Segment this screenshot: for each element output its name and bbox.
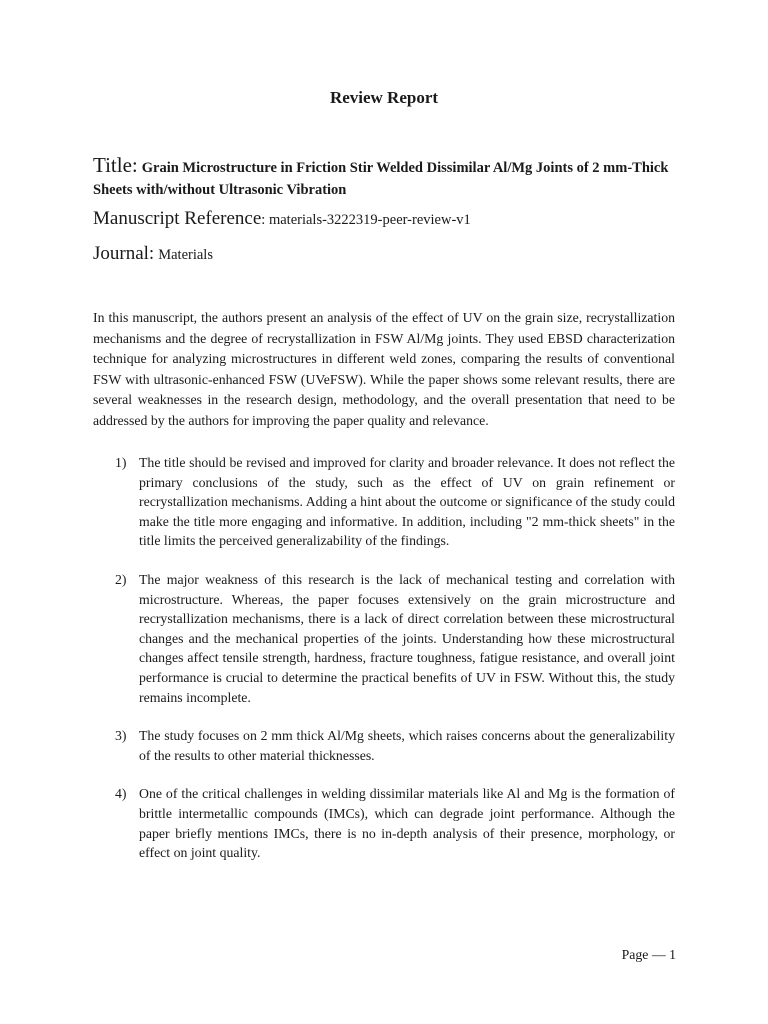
point-number: 4) <box>115 786 127 802</box>
review-point <box>93 453 675 551</box>
manuscript-separator: : <box>261 212 269 228</box>
journal-value: Materials <box>158 247 213 263</box>
manuscript-line <box>93 208 683 230</box>
title-line <box>93 154 683 201</box>
point-text: One of the critical challenges in welding dissimilar materials like Al and Mg is the formation of brittle intermetallic compounds (IMCs), which can degrade joint performance. Although the paper briefly mentions IMCs, there is no in-depth analysis of their presence, morphology, or effect on joint quality. <box>139 786 675 861</box>
review-point <box>93 784 675 862</box>
page-footer: Page — 1 <box>621 947 676 962</box>
review-points-list <box>93 453 675 882</box>
point-number: 3) <box>115 728 127 744</box>
point-text: The title should be revised and improved for clarity and broader relevance. It does not reflect the primary conclusions of the study, such as the effect of UV on grain refinement or recrystallization mechanisms. Adding a hint about the outcome or significance of the study could make the title more engaging and informative. In addition, including "2 mm-thick sheets" in the title limits the perceived generalizability of the findings. <box>139 455 675 549</box>
point-text: The major weakness of this research is the lack of mechanical testing and correlation with microstructure. Whereas, the paper focuses extensively on the grain microstructure and recrystallization mechanisms, there is a lack of direct correlation between these microstructural changes and the mechanical properties of the joints. Understanding how these microstructural changes affect tensile strength, hardness, fracture toughness, fatigue resistance, and overall joint performance is crucial to determine the practical benefits of UV in FSW. Without this, the study remains incomplete. <box>139 571 675 705</box>
title-label: Title: <box>93 153 138 177</box>
intro-paragraph: In this manuscript, the authors present an analysis of the effect of UV on the grain size, recrystallization mechanisms and the degree of recrystallization in FSW Al/Mg joints. They used EBSD characterization technique for analyzing microstructures in different weld zones, comparing the results of conventional FSW with ultrasonic-enhanced FSW (UVeFSW). While the paper shows some relevant results, there are several weaknesses in the research design, methodology, and the overall presentation that need to be addressed by the authors for improving the paper quality and relevance. <box>93 310 675 428</box>
journal-label: Journal: <box>93 243 155 264</box>
point-number: 1) <box>115 455 127 470</box>
review-point <box>93 726 675 765</box>
journal-line <box>93 243 683 265</box>
point-text: The study focuses on 2 mm thick Al/Mg sheets, which raises concerns about the generalizability of the results to other material thicknesses. <box>139 728 675 763</box>
review-point <box>93 570 675 707</box>
report-heading: Review Report <box>329 88 439 107</box>
title-value: Grain Microstructure in Friction Stir Welded Dissimilar Al/Mg Joints of 2 mm-Thick Sheets with/without Ultrasonic Vibration <box>93 160 669 198</box>
manuscript-label: Manuscript Reference <box>93 208 262 229</box>
manuscript-value: materials-3222319-peer-review-v1 <box>268 212 471 228</box>
point-number: 2) <box>115 571 127 587</box>
